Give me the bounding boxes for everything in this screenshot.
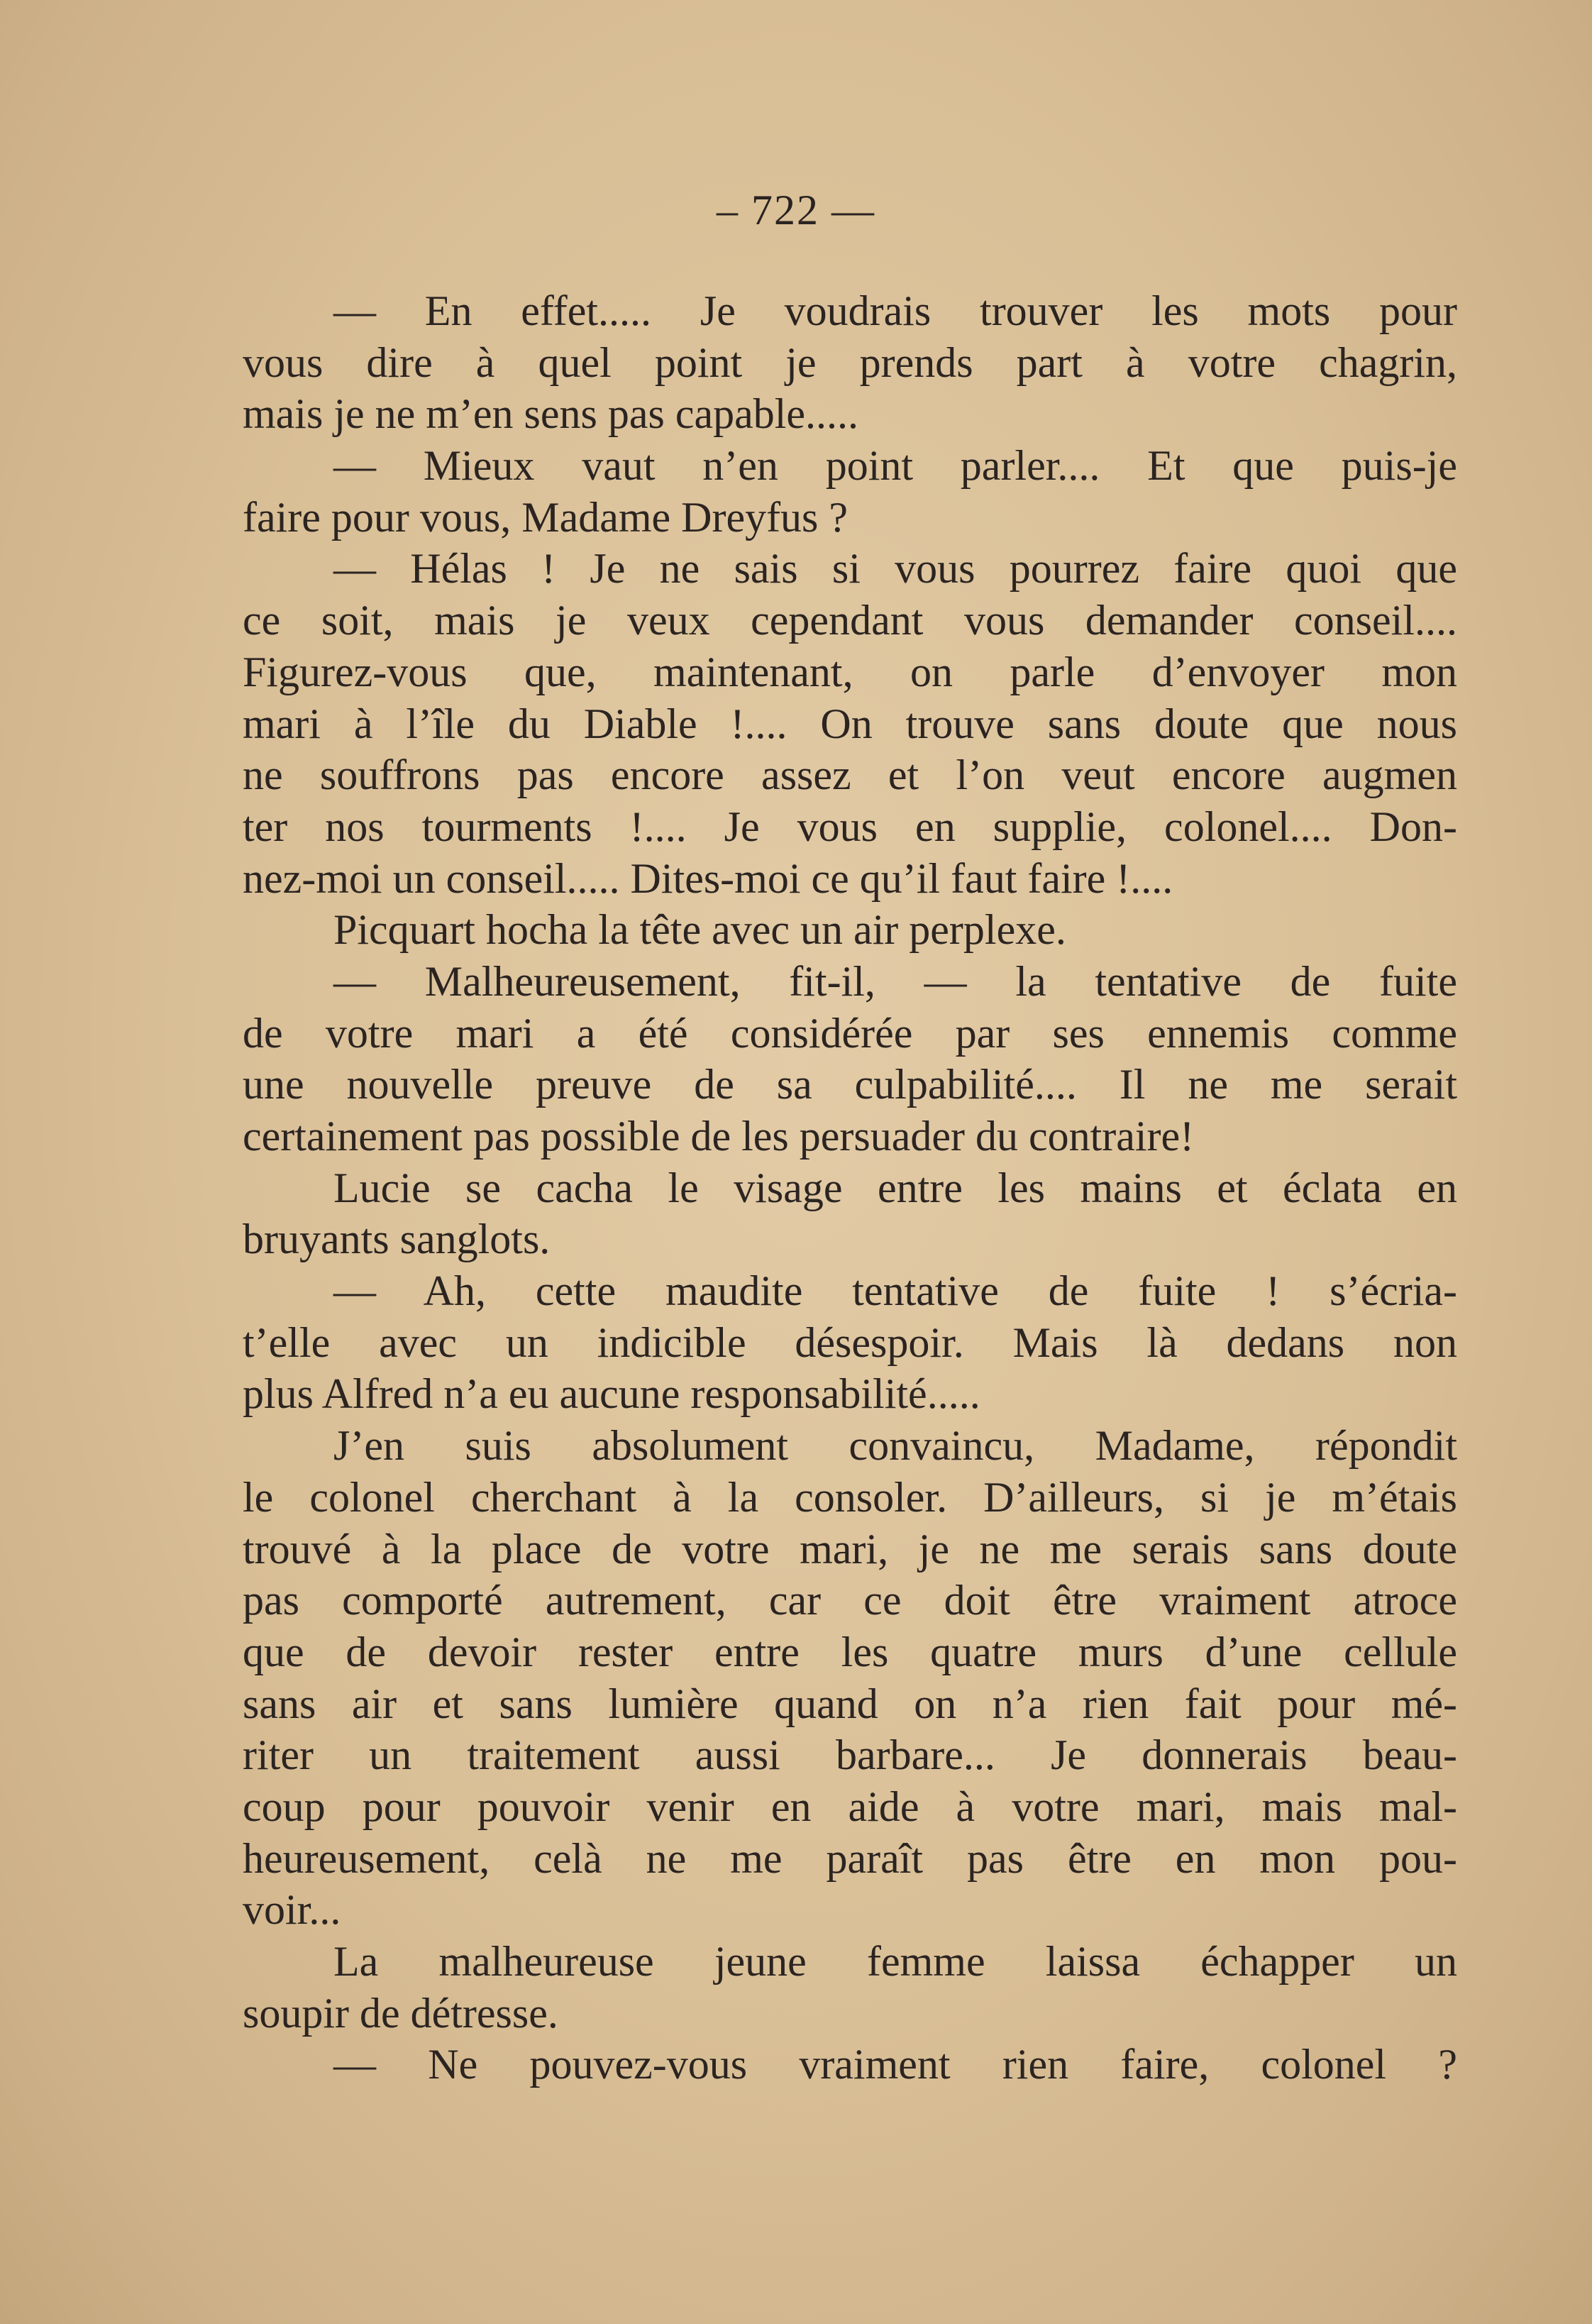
text-line: de votre mari a été considérée par ses ennemis comme — [243, 1009, 1457, 1057]
text-line: Figurez-vous que, maintenant, on parle d’envoyer mon — [243, 648, 1457, 695]
text-line: — Ah, cette maudite tentative de fuite ! s’écria- — [333, 1267, 1457, 1315]
text-line: — Malheureusement, fit-il, — la tentative de fuite — [333, 957, 1457, 1005]
text-line: ce soit, mais je veux cependant vous demander conseil.... — [243, 597, 1457, 644]
text-line: vous dire à quel point je prends part à votre chagrin, — [243, 338, 1457, 386]
text-line: soupir de détresse. — [243, 1989, 558, 2037]
text-line: mari à l’île du Diable !.... On trouve sans doute que nous — [243, 700, 1457, 747]
text-line: — Mieux vaut n’en point parler.... Et que puis-je — [333, 442, 1457, 490]
text-line: t’elle avec un indicible désespoir. Mais là dedans non — [243, 1318, 1457, 1366]
text-line: coup pour pouvoir venir en aide à votre mari, mais mal- — [243, 1783, 1457, 1830]
text-line: faire pour vous, Madame Dreyfus ? — [243, 493, 848, 541]
text-line: nez-moi un conseil..... Dites-moi ce qu’il faut faire !.... — [243, 854, 1173, 902]
text-line: pas comporté autrement, car ce doit être vraiment atroce — [243, 1577, 1457, 1624]
text-line: ne souffrons pas encore assez et l’on veut encore augmen — [243, 751, 1457, 799]
text-line: voir... — [243, 1886, 341, 1934]
text-line: riter un traitement aussi barbare... Je donnerais beau- — [243, 1731, 1457, 1779]
body-text — [243, 285, 1457, 2091]
text-line: ter nos tourments !.... Je vous en supplie, colonel.... Don- — [243, 803, 1457, 850]
text-line: J’en suis absolument convaincu, Madame, répondit — [333, 1422, 1457, 1470]
text-line: — Ne pouvez-vous vraiment rien faire, colonel ? — [333, 2041, 1457, 2088]
text-line: Picquart hocha la tête avec un air perplexe. — [333, 906, 1066, 954]
text-line: Lucie se cacha le visage entre les mains et éclata en — [333, 1164, 1457, 1211]
text-line: trouvé à la place de votre mari, je ne me serais sans doute — [243, 1525, 1457, 1573]
text-line: — Hélas ! Je ne sais si vous pourrez faire quoi que — [333, 545, 1457, 593]
text-line: mais je ne m’en sens pas capable..... — [243, 390, 859, 438]
page-number: – 722 — — [717, 187, 875, 233]
text-line: certainement pas possible de les persuader du contraire! — [243, 1113, 1195, 1160]
text-line: heureusement, celà ne me paraît pas être en mon pou- — [243, 1834, 1457, 1882]
text-line: sans air et sans lumière quand on n’a rien fait pour mé- — [243, 1680, 1457, 1727]
text-line: plus Alfred n’a eu aucune responsabilité..... — [243, 1370, 980, 1418]
text-line: La malheureuse jeune femme laissa échapper un — [333, 1938, 1457, 1985]
text-line: le colonel cherchant à la consoler. D’ailleurs, si je m’étais — [243, 1473, 1457, 1521]
text-line: une nouvelle preuve de sa culpabilité.... Il ne me serait — [243, 1061, 1457, 1108]
text-line: bruyants sanglots. — [243, 1216, 551, 1263]
text-line: — En effet..... Je voudrais trouver les mots pour — [333, 287, 1457, 334]
text-line: que de devoir rester entre les quatre murs d’une cellule — [243, 1628, 1457, 1675]
